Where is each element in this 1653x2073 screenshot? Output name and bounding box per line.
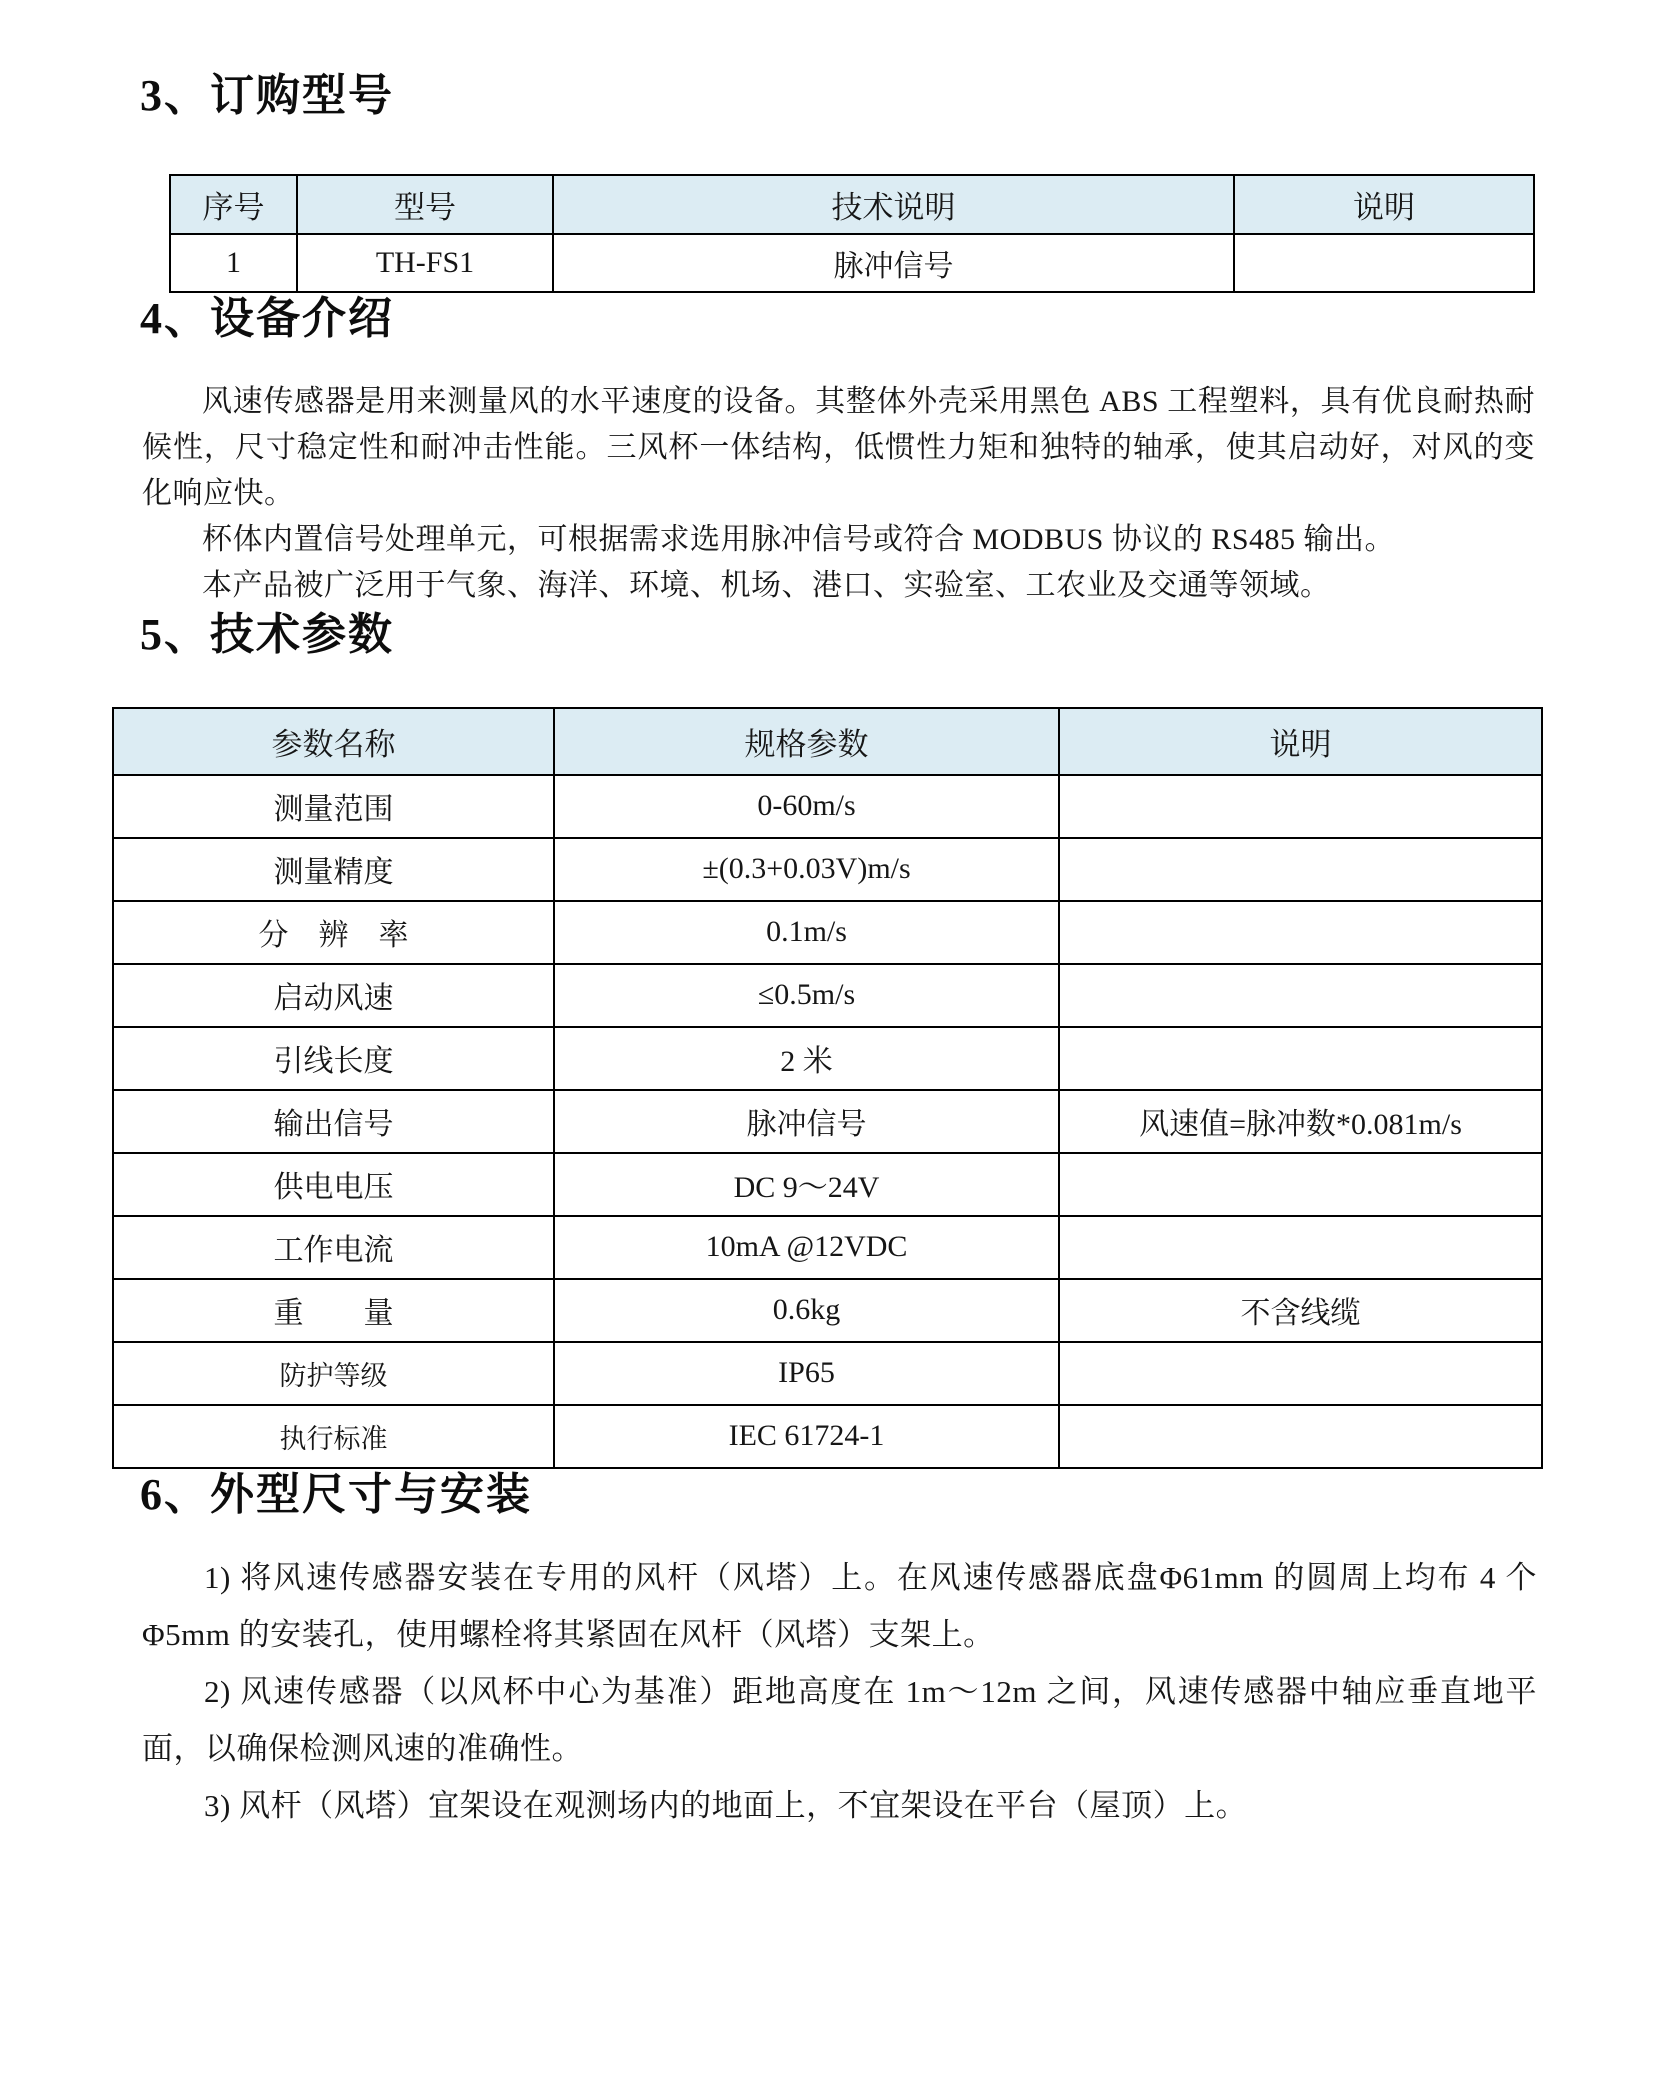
table-header-row — [170, 175, 1534, 234]
table-cell — [1059, 1342, 1542, 1405]
table-row — [113, 1216, 1542, 1279]
table-cell: 0-60m/s — [554, 775, 1059, 838]
column-header: 规格参数 — [554, 708, 1059, 775]
table-cell: 供电电压 — [113, 1153, 554, 1216]
device-intro-block — [142, 379, 1535, 609]
column-header: 说明 — [1059, 708, 1542, 775]
table-cell: 输出信号 — [113, 1090, 554, 1153]
table-header-row — [113, 708, 1542, 775]
column-header: 序号 — [170, 175, 297, 234]
table-cell: 重 量 — [113, 1279, 554, 1342]
table-cell — [1059, 1405, 1542, 1468]
order-model-table — [169, 174, 1535, 293]
table-cell: 执行标准 — [113, 1405, 554, 1468]
table-cell: 测量精度 — [113, 838, 554, 901]
table-cell: 1 — [170, 234, 297, 292]
section-3-heading: 3、订购型号 — [140, 71, 394, 120]
install-step-1: 1) 将风速传感器安装在专用的风杆（风塔）上。在风速传感器底盘Φ61mm 的圆周上均布 4 个Φ5mm 的安装孔，使用螺栓将其紧固在风杆（风塔）支架上。 — [142, 1559, 1537, 1652]
table-cell: IEC 61724-1 — [554, 1405, 1059, 1468]
table-cell: 风速值=脉冲数*0.081m/s — [1059, 1090, 1542, 1153]
table-cell: 启动风速 — [113, 964, 554, 1027]
intro-paragraph-3: 本产品被广泛用于气象、海洋、环境、机场、港口、实验室、工农业及交通等领域。 — [202, 568, 1331, 602]
table-cell: DC 9～24V — [554, 1153, 1059, 1216]
table-row — [113, 1279, 1542, 1342]
table-cell: 防护等级 — [113, 1342, 554, 1405]
table-cell: TH-FS1 — [297, 234, 553, 292]
table-cell: 脉冲信号 — [553, 234, 1234, 292]
installation-instructions-block — [142, 1549, 1537, 1834]
table-row — [113, 775, 1542, 838]
table-row — [113, 1342, 1542, 1405]
column-header: 技术说明 — [553, 175, 1234, 234]
table-cell: 分 辨 率 — [113, 901, 554, 964]
install-step-3: 3) 风杆（风塔）宜架设在观测场内的地面上，不宜架设在平台（屋顶）上。 — [204, 1787, 1248, 1823]
table-cell: ≤0.5m/s — [554, 964, 1059, 1027]
table-cell: 工作电流 — [113, 1216, 554, 1279]
table-cell — [1059, 901, 1542, 964]
table-row — [113, 838, 1542, 901]
column-header: 说明 — [1234, 175, 1534, 234]
table-row — [113, 1405, 1542, 1468]
table-cell: 不含线缆 — [1059, 1279, 1542, 1342]
table-cell — [1059, 1027, 1542, 1090]
table-cell: 引线长度 — [113, 1027, 554, 1090]
table-cell — [1234, 234, 1534, 292]
table-cell — [1059, 1216, 1542, 1279]
table-cell: IP65 — [554, 1342, 1059, 1405]
table-row — [113, 1090, 1542, 1153]
intro-paragraph-1: 风速传感器是用来测量风的水平速度的设备。其整体外壳采用黑色 ABS 工程塑料，具有优良耐热耐候性，尺寸稳定性和耐冲击性能。三风杯一体结构，低惯性力矩和独特的轴承，使其启动好，对风的变化响应快。 — [142, 384, 1535, 510]
section-4-heading: 4、设备介绍 — [140, 293, 394, 343]
technical-parameters-table — [112, 707, 1543, 1469]
table-cell — [1059, 838, 1542, 901]
intro-paragraph-2: 杯体内置信号处理单元，可根据需求选用脉冲信号或符合 MODBUS 协议的 RS485 输出。 — [202, 522, 1396, 556]
table-cell: ±(0.3+0.03V)m/s — [554, 838, 1059, 901]
section-5-heading: 5、技术参数 — [140, 609, 394, 659]
table-cell: 10mA @12VDC — [554, 1216, 1059, 1279]
column-header: 参数名称 — [113, 708, 554, 775]
table-row — [113, 1027, 1542, 1090]
table-row — [170, 234, 1534, 292]
table-cell — [1059, 1153, 1542, 1216]
table-cell: 测量范围 — [113, 775, 554, 838]
section-6-heading: 6、外型尺寸与安装 — [140, 1469, 532, 1519]
table-cell: 0.6kg — [554, 1279, 1059, 1342]
table-cell: 2 米 — [554, 1027, 1059, 1090]
table-cell — [1059, 964, 1542, 1027]
install-step-2: 2) 风速传感器（以风杯中心为基准）距地高度在 1m～12m 之间，风速传感器中轴应垂直地平面，以确保检测风速的准确性。 — [142, 1673, 1537, 1766]
table-row — [113, 901, 1542, 964]
column-header: 型号 — [297, 175, 553, 234]
table-cell: 脉冲信号 — [554, 1090, 1059, 1153]
table-row — [113, 964, 1542, 1027]
table-cell — [1059, 775, 1542, 838]
table-cell: 0.1m/s — [554, 901, 1059, 964]
table-row — [113, 1153, 1542, 1216]
